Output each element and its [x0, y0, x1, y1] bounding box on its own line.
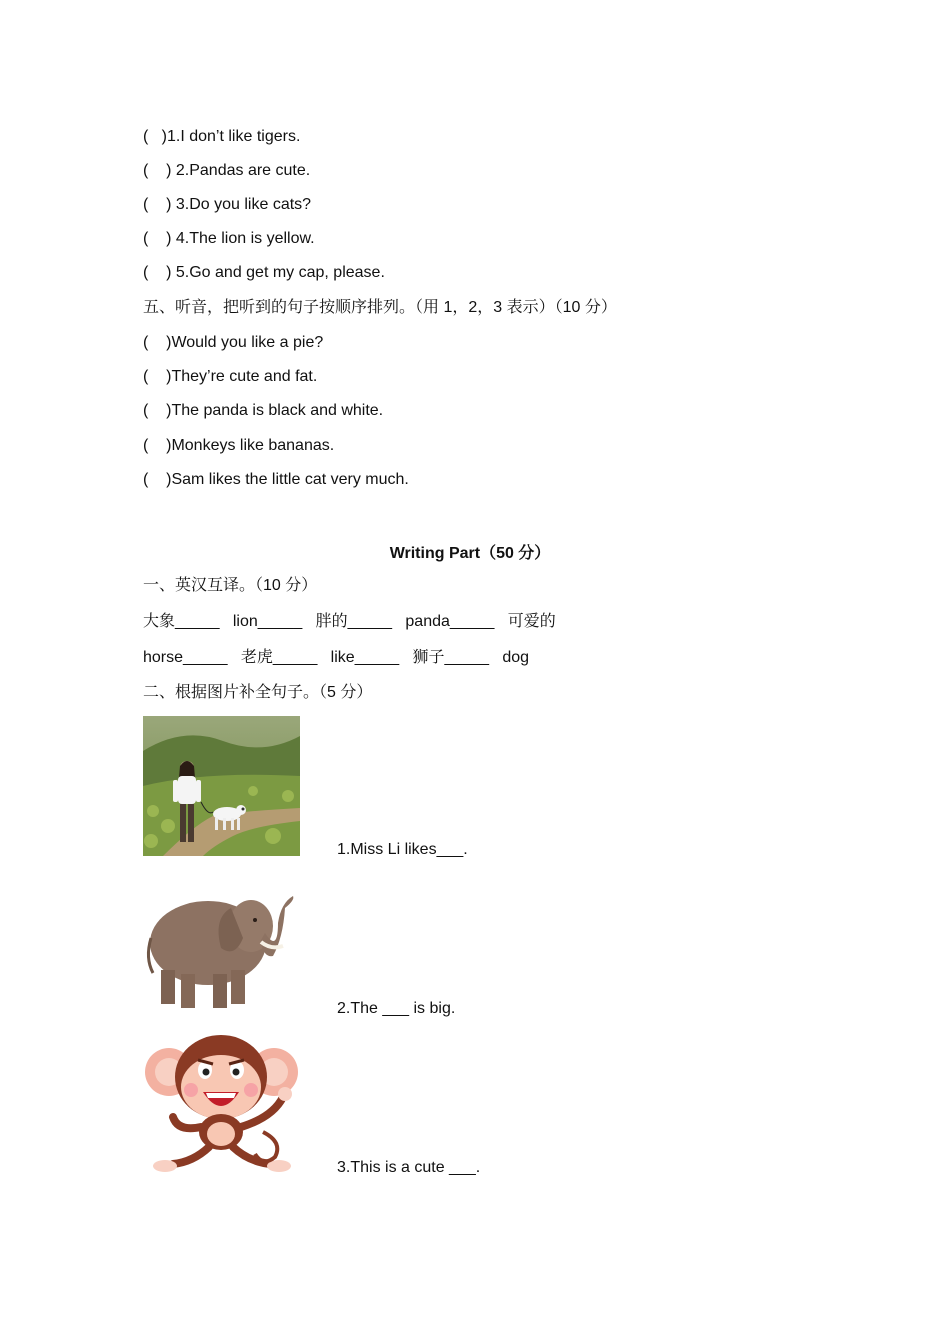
- writing-part-title: Writing Part（50 分）: [389, 545, 551, 562]
- translation-row-1: 大象_____ lion_____ 胖的_____ panda_____ 可爱的: [143, 613, 556, 630]
- section5-item-4: ( )Monkeys like bananas.: [143, 437, 335, 454]
- woman-walking-dog-image: [143, 716, 300, 856]
- translation-row-2: horse_____ 老虎_____ like_____ 狮子_____ dog: [143, 649, 530, 666]
- section4-item-2: ( ) 2.Pandas are cute.: [143, 162, 311, 179]
- picture-question-2: 2.The ___ is big.: [337, 1000, 456, 1017]
- picture-question-3: 3.This is a cute ___.: [337, 1159, 481, 1176]
- section5-item-2: ( )They’re cute and fat.: [143, 368, 318, 385]
- section5-item-1: ( )Would you like a pie?: [143, 334, 324, 351]
- section4-item-3: ( ) 3.Do you like cats?: [143, 196, 312, 213]
- section5-item-5: ( )Sam likes the little cat very much.: [143, 471, 409, 488]
- picture-question-1: 1.Miss Li likes___.: [337, 841, 468, 858]
- translation-title: 一、英汉互译。（10 分）: [143, 577, 318, 594]
- monkey-image: [143, 1032, 300, 1177]
- picture-section-title: 二、根据图片补全句子。（5 分）: [143, 684, 373, 701]
- section4-item-4: ( ) 4.The lion is yellow.: [143, 230, 315, 247]
- elephant-image: [143, 878, 300, 1013]
- section5-title: 五、听音，把听到的句子按顺序排列。（用 1，2，3 表示）（10 分）: [143, 299, 617, 316]
- section4-item-1: ( )1.I don’t like tigers.: [143, 128, 301, 145]
- section4-item-5: ( ) 5.Go and get my cap, please.: [143, 264, 385, 281]
- section5-item-3: ( )The panda is black and white.: [143, 402, 384, 419]
